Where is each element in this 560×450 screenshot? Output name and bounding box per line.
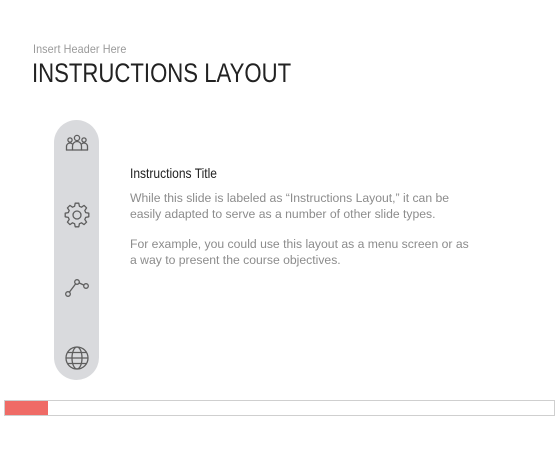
content-title: Instructions Title bbox=[130, 165, 217, 181]
globe-icon bbox=[64, 345, 90, 371]
gear-icon bbox=[64, 202, 90, 228]
path-button[interactable] bbox=[54, 264, 99, 309]
settings-button[interactable] bbox=[54, 192, 99, 237]
progress-fill bbox=[5, 401, 48, 415]
users-icon bbox=[65, 133, 89, 153]
progress-bar bbox=[4, 400, 555, 416]
icon-sidebar bbox=[54, 120, 99, 380]
users-button[interactable] bbox=[54, 120, 99, 165]
content-body bbox=[130, 191, 475, 283]
content-paragraph: While this slide is labeled as “Instructions Layout,” it can be easily adapted to serve as a number of other slide types. bbox=[130, 191, 450, 221]
connection-path-icon bbox=[64, 276, 90, 298]
globe-button[interactable] bbox=[54, 335, 99, 380]
page-title: INSTRUCTIONS LAYOUT bbox=[32, 58, 292, 88]
header-subtitle: Insert Header Here bbox=[33, 42, 127, 56]
content-paragraph: For example, you could use this layout as a menu screen or as a way to present the course objectives. bbox=[130, 237, 469, 267]
